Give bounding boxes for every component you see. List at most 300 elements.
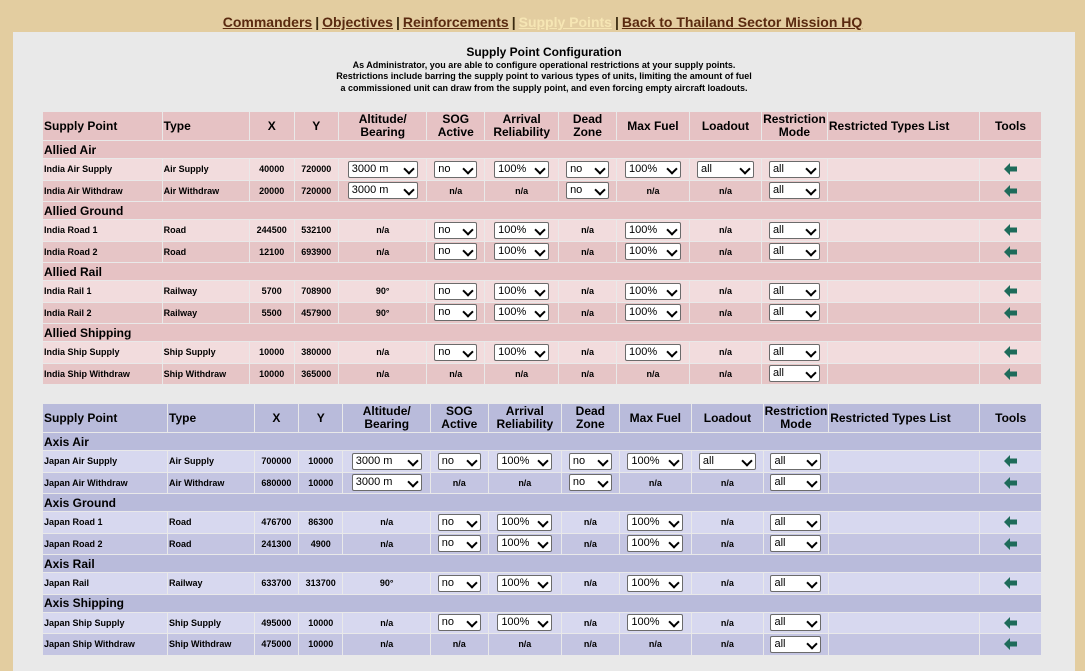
chevron-down-icon bbox=[669, 577, 680, 588]
arrival-select-text: n/a bbox=[518, 477, 532, 488]
sog-select-value: no bbox=[438, 284, 451, 297]
sog-select[interactable] bbox=[438, 453, 481, 470]
restriction-mode-select-value: all bbox=[774, 616, 786, 629]
loadout-select-text: n/a bbox=[720, 477, 734, 488]
y-value: 457900 bbox=[301, 307, 332, 318]
chevron-down-icon bbox=[807, 638, 818, 649]
supply-point-name: India Rail 2 bbox=[44, 307, 92, 318]
max-fuel-select[interactable] bbox=[627, 535, 683, 552]
altitude-select-value: 3000 m bbox=[351, 184, 389, 197]
table-row bbox=[43, 512, 1041, 533]
restriction-mode-select-value: all bbox=[772, 184, 784, 197]
max-fuel-select-value: 100% bbox=[631, 537, 660, 550]
loadout-select-value: all bbox=[700, 162, 712, 175]
loadout-select-text: n/a bbox=[720, 517, 734, 528]
sog-select-value: no bbox=[438, 306, 451, 319]
supply-point-type: Road bbox=[169, 538, 192, 549]
max-fuel-select-value: 100% bbox=[628, 284, 658, 297]
sog-select-text: n/a bbox=[452, 639, 466, 650]
supply-point-name: India Ship Supply bbox=[44, 347, 120, 358]
altitude-select-text: 90° bbox=[375, 286, 390, 297]
chevron-down-icon bbox=[403, 185, 414, 196]
altitude-select-text: n/a bbox=[376, 246, 390, 257]
altitude-select[interactable] bbox=[348, 161, 418, 178]
table-row bbox=[43, 364, 1041, 385]
chevron-down-icon bbox=[594, 185, 605, 196]
max-fuel-select-text: n/a bbox=[646, 368, 660, 379]
chevron-down-icon bbox=[463, 346, 474, 357]
dead-zone-select-text: n/a bbox=[583, 578, 597, 589]
max-fuel-select[interactable] bbox=[625, 243, 681, 260]
supply-point-type: Air Supply bbox=[169, 456, 215, 467]
header-row bbox=[43, 404, 1041, 432]
sog-select-text: n/a bbox=[449, 368, 463, 379]
max-fuel-select-value: 100% bbox=[628, 306, 658, 319]
x-value: 495000 bbox=[261, 617, 292, 628]
supply-point-name: Japan Road 1 bbox=[44, 517, 103, 528]
chevron-down-icon bbox=[666, 224, 677, 235]
column-header-max-fuel: Max Fuel bbox=[620, 404, 692, 432]
chevron-down-icon bbox=[538, 577, 549, 588]
restriction-mode-select[interactable] bbox=[769, 283, 820, 300]
supply-point-name: India Ship Withdraw bbox=[44, 368, 130, 379]
arrow-left-icon[interactable] bbox=[1004, 516, 1018, 528]
intro-line: As Administrator, you are able to configure operational restrictions at your supply points. bbox=[352, 60, 736, 70]
sog-select[interactable] bbox=[434, 161, 477, 178]
sog-select[interactable] bbox=[434, 222, 477, 239]
loadout-select-text: n/a bbox=[718, 225, 732, 236]
max-fuel-select[interactable] bbox=[625, 304, 681, 321]
x-value: 475000 bbox=[261, 639, 292, 650]
arrival-select-value: 100% bbox=[498, 284, 527, 297]
chevron-down-icon bbox=[805, 368, 816, 379]
dead-zone-select[interactable] bbox=[566, 182, 609, 199]
arrival-select[interactable] bbox=[497, 575, 552, 592]
chevron-down-icon bbox=[805, 246, 816, 257]
max-fuel-select-value: 100% bbox=[631, 515, 660, 528]
chevron-down-icon bbox=[538, 617, 549, 628]
chevron-down-icon bbox=[597, 477, 608, 488]
x-value: 5700 bbox=[261, 286, 282, 297]
max-fuel-select[interactable] bbox=[627, 575, 683, 592]
table-row bbox=[43, 573, 1041, 594]
restriction-mode-select-value: all bbox=[774, 576, 786, 589]
page-title: Supply Point Configuration bbox=[466, 45, 622, 59]
nav-supply-points-link[interactable]: Supply Points bbox=[518, 14, 612, 30]
nav-reinforcements-link[interactable]: Reinforcements bbox=[402, 14, 509, 30]
restriction-mode-select[interactable] bbox=[770, 535, 821, 552]
altitude-select-text: n/a bbox=[376, 368, 390, 379]
restriction-mode-select-value: all bbox=[774, 515, 786, 528]
column-header-altitude: Altitude/ Bearing bbox=[343, 404, 430, 432]
chevron-down-icon bbox=[666, 346, 677, 357]
chevron-down-icon bbox=[534, 246, 545, 257]
dead-zone-select[interactable] bbox=[566, 161, 609, 178]
arrival-select-value: 100% bbox=[501, 576, 530, 589]
supply-point-name: Japan Road 2 bbox=[44, 538, 103, 549]
dead-zone-select-value: no bbox=[572, 454, 586, 467]
chevron-down-icon bbox=[807, 516, 818, 527]
chevron-down-icon bbox=[466, 577, 477, 588]
loadout-select[interactable] bbox=[697, 161, 754, 178]
allied-supply-table bbox=[42, 111, 1042, 385]
chevron-down-icon bbox=[466, 617, 477, 628]
restriction-mode-select-value: all bbox=[774, 637, 786, 650]
restriction-mode-select[interactable] bbox=[770, 514, 821, 531]
column-header-sog: SOG Active bbox=[427, 112, 484, 140]
restriction-mode-select-value: all bbox=[772, 345, 784, 358]
arrival-select[interactable] bbox=[494, 283, 549, 300]
dead-zone-select-text: n/a bbox=[583, 538, 597, 549]
altitude-select-text: n/a bbox=[380, 617, 394, 628]
altitude-select[interactable] bbox=[352, 453, 422, 470]
chevron-down-icon bbox=[669, 538, 680, 549]
column-header-x: X bbox=[255, 404, 298, 432]
supply-point-name: Japan Ship Supply bbox=[44, 617, 125, 628]
top-nav bbox=[0, 14, 1085, 30]
restriction-mode-select[interactable] bbox=[770, 453, 821, 470]
sog-select-text: n/a bbox=[449, 185, 463, 196]
x-value: 680000 bbox=[261, 477, 292, 488]
max-fuel-select[interactable] bbox=[625, 222, 681, 239]
column-header-loadout: Loadout bbox=[692, 404, 763, 432]
chevron-down-icon bbox=[807, 617, 818, 628]
altitude-select[interactable] bbox=[352, 474, 422, 491]
column-header-restricted-types: Restricted Types List bbox=[829, 404, 979, 432]
column-header-max-fuel: Max Fuel bbox=[617, 112, 689, 140]
dead-zone-select-value: no bbox=[570, 162, 583, 175]
arrow-left-icon[interactable] bbox=[1004, 477, 1018, 489]
y-value: 10000 bbox=[308, 617, 334, 628]
altitude-select-text: n/a bbox=[376, 347, 390, 358]
chevron-down-icon bbox=[534, 163, 545, 174]
table-row bbox=[43, 613, 1041, 634]
y-value: 365000 bbox=[301, 368, 332, 379]
arrow-left-icon[interactable] bbox=[1004, 368, 1018, 380]
dead-zone-select[interactable] bbox=[569, 474, 612, 491]
chevron-down-icon bbox=[534, 224, 545, 235]
supply-point-type: Road bbox=[163, 225, 187, 236]
restriction-mode-select[interactable] bbox=[770, 614, 821, 631]
max-fuel-select[interactable] bbox=[627, 614, 683, 631]
chevron-down-icon bbox=[538, 538, 549, 549]
column-header-y: Y bbox=[295, 112, 339, 140]
group-title: Allied Ground bbox=[43, 202, 1041, 219]
sog-select[interactable] bbox=[434, 344, 477, 361]
column-header-x: X bbox=[250, 112, 294, 140]
sog-select[interactable] bbox=[438, 614, 481, 631]
chevron-down-icon bbox=[407, 455, 418, 466]
x-value: 40000 bbox=[259, 164, 285, 175]
restriction-mode-select[interactable] bbox=[769, 344, 820, 361]
nav-commanders-link[interactable]: Commanders bbox=[222, 14, 313, 30]
arrow-left-icon[interactable] bbox=[1004, 246, 1018, 258]
max-fuel-select[interactable] bbox=[625, 283, 681, 300]
chevron-down-icon bbox=[805, 307, 816, 318]
chevron-down-icon bbox=[534, 307, 545, 318]
group-title: Allied Air bbox=[43, 141, 1041, 158]
chevron-down-icon bbox=[463, 224, 474, 235]
altitude-select-value: 3000 m bbox=[355, 476, 393, 489]
chevron-down-icon bbox=[807, 477, 818, 488]
arrival-select[interactable] bbox=[497, 614, 552, 631]
restriction-mode-select[interactable] bbox=[770, 636, 821, 653]
supply-point-type: Air Supply bbox=[163, 164, 209, 175]
restriction-mode-select[interactable] bbox=[769, 243, 820, 260]
y-value: 693900 bbox=[301, 246, 332, 257]
chevron-down-icon bbox=[463, 307, 474, 318]
max-fuel-select-value: 100% bbox=[628, 162, 658, 175]
group-row bbox=[43, 324, 1041, 341]
sog-select-value: no bbox=[438, 245, 451, 258]
y-value: 532100 bbox=[301, 225, 332, 236]
max-fuel-select-text: n/a bbox=[648, 477, 662, 488]
arrow-left-icon[interactable] bbox=[1004, 617, 1018, 629]
chevron-down-icon bbox=[805, 224, 816, 235]
chevron-down-icon bbox=[466, 538, 477, 549]
supply-point-type: Air Withdraw bbox=[163, 185, 220, 196]
arrow-left-icon[interactable] bbox=[1004, 307, 1018, 319]
supply-point-name: Japan Rail bbox=[44, 578, 90, 589]
altitude-select-value: 3000 m bbox=[355, 454, 393, 467]
chevron-down-icon bbox=[666, 163, 677, 174]
max-fuel-select-value: 100% bbox=[628, 223, 658, 236]
restriction-mode-select-value: all bbox=[772, 223, 784, 236]
dead-zone-select-text: n/a bbox=[581, 307, 595, 318]
group-row bbox=[43, 202, 1041, 219]
arrow-left-icon[interactable] bbox=[1004, 346, 1018, 358]
max-fuel-select[interactable] bbox=[625, 344, 681, 361]
dead-zone-select-text: n/a bbox=[581, 368, 595, 379]
arrival-select[interactable] bbox=[494, 243, 549, 260]
table-row bbox=[43, 242, 1041, 263]
column-header-restricted-types: Restricted Types List bbox=[828, 112, 979, 140]
restriction-mode-select[interactable] bbox=[770, 474, 821, 491]
chevron-down-icon bbox=[666, 285, 677, 296]
chevron-down-icon bbox=[739, 163, 750, 174]
column-header-dead-zone: Dead Zone bbox=[562, 404, 618, 432]
chevron-down-icon bbox=[466, 516, 477, 527]
group-title: Allied Rail bbox=[43, 263, 1041, 280]
sog-select[interactable] bbox=[434, 304, 477, 321]
sog-select[interactable] bbox=[434, 283, 477, 300]
sog-select[interactable] bbox=[434, 243, 477, 260]
arrow-left-icon[interactable] bbox=[1004, 285, 1018, 297]
restriction-mode-select[interactable] bbox=[769, 365, 820, 382]
arrow-left-icon[interactable] bbox=[1004, 455, 1018, 467]
table-row bbox=[43, 159, 1041, 180]
arrival-select[interactable] bbox=[494, 304, 549, 321]
group-row bbox=[43, 595, 1041, 612]
y-value: 86300 bbox=[308, 517, 334, 528]
nav-separator: | bbox=[614, 14, 619, 30]
arrival-select-value: 100% bbox=[498, 162, 527, 175]
y-value: 10000 bbox=[308, 477, 334, 488]
arrow-left-icon[interactable] bbox=[1004, 224, 1018, 236]
max-fuel-select[interactable] bbox=[627, 453, 683, 470]
supply-point-name: Japan Air Supply bbox=[44, 456, 118, 467]
column-header-tools: Tools bbox=[980, 112, 1041, 140]
column-header-arrival: Arrival Reliability bbox=[489, 404, 562, 432]
arrival-select-value: 100% bbox=[498, 306, 527, 319]
max-fuel-select[interactable] bbox=[627, 514, 683, 531]
supply-point-type: Ship Withdraw bbox=[169, 639, 232, 650]
supply-point-name: India Rail 1 bbox=[44, 286, 92, 297]
loadout-select-text: n/a bbox=[718, 246, 732, 257]
arrival-select[interactable] bbox=[497, 535, 552, 552]
axis-supply-table bbox=[42, 403, 1042, 656]
loadout-select-text: n/a bbox=[718, 347, 732, 358]
x-value: 10000 bbox=[259, 347, 285, 358]
restriction-mode-select[interactable] bbox=[769, 222, 820, 239]
x-value: 700000 bbox=[261, 456, 292, 467]
altitude-select-text: n/a bbox=[380, 517, 394, 528]
dead-zone-select-text: n/a bbox=[581, 286, 595, 297]
column-header-tools: Tools bbox=[980, 404, 1041, 432]
loadout-select-text: n/a bbox=[718, 307, 732, 318]
nav-mission-hq-link[interactable]: Back to Thailand Sector Mission HQ bbox=[621, 14, 863, 30]
loadout-select-text: n/a bbox=[718, 368, 732, 379]
supply-point-type: Railway bbox=[169, 578, 203, 589]
arrival-select-value: 100% bbox=[498, 245, 527, 258]
intro-line: a commissioned unit can draw from the supply point, and even forcing empty aircraft loadouts. bbox=[340, 82, 748, 93]
restriction-mode-select-value: all bbox=[774, 537, 786, 550]
arrival-select[interactable] bbox=[497, 453, 552, 470]
chevron-down-icon bbox=[669, 455, 680, 466]
sog-select-value: no bbox=[441, 537, 455, 550]
restriction-mode-select[interactable] bbox=[769, 161, 820, 178]
arrival-select[interactable] bbox=[497, 514, 552, 531]
column-header-y: Y bbox=[299, 404, 342, 432]
arrow-left-icon[interactable] bbox=[1004, 163, 1018, 175]
chevron-down-icon bbox=[807, 538, 818, 549]
restriction-mode-select-value: all bbox=[772, 245, 784, 258]
loadout-select[interactable] bbox=[699, 453, 756, 470]
column-header-type: Type bbox=[163, 112, 249, 140]
restriction-mode-select[interactable] bbox=[769, 304, 820, 321]
restriction-mode-select-value: all bbox=[772, 306, 784, 319]
sog-select[interactable] bbox=[438, 514, 481, 531]
chevron-down-icon bbox=[463, 163, 474, 174]
group-title: Axis Shipping bbox=[43, 595, 1041, 612]
table-row bbox=[43, 281, 1041, 302]
column-header-supply-point: Supply Point bbox=[43, 112, 162, 140]
max-fuel-select-value: 100% bbox=[628, 245, 658, 258]
restriction-mode-select[interactable] bbox=[770, 575, 821, 592]
arrival-select-value: 100% bbox=[501, 537, 530, 550]
arrival-select[interactable] bbox=[494, 222, 549, 239]
chevron-down-icon bbox=[534, 285, 545, 296]
altitude-select[interactable] bbox=[348, 182, 418, 199]
arrow-left-icon[interactable] bbox=[1004, 577, 1018, 589]
arrival-select-value: 100% bbox=[501, 616, 530, 629]
column-header-type: Type bbox=[168, 404, 254, 432]
group-row bbox=[43, 494, 1041, 511]
supply-point-type: Railway bbox=[163, 286, 198, 297]
arrival-select-text: n/a bbox=[518, 639, 532, 650]
y-value: 380000 bbox=[301, 347, 332, 358]
arrow-left-icon[interactable] bbox=[1004, 185, 1018, 197]
arrival-select-value: 100% bbox=[501, 515, 530, 528]
chevron-down-icon bbox=[669, 617, 680, 628]
altitude-select-value: 3000 m bbox=[351, 162, 389, 175]
max-fuel-select[interactable] bbox=[625, 161, 681, 178]
column-header-restriction-mode: Restriction Mode bbox=[764, 404, 828, 431]
restriction-mode-select[interactable] bbox=[769, 182, 820, 199]
nav-objectives-link[interactable]: Objectives bbox=[322, 14, 393, 30]
arrival-select-text: n/a bbox=[515, 185, 529, 196]
supply-point-type: Air Withdraw bbox=[169, 477, 225, 488]
x-value: 241300 bbox=[261, 538, 292, 549]
arrow-left-icon[interactable] bbox=[1004, 538, 1018, 550]
chevron-down-icon bbox=[805, 185, 816, 196]
chevron-down-icon bbox=[538, 516, 549, 527]
chevron-down-icon bbox=[741, 455, 752, 466]
altitude-select-text: 90° bbox=[379, 578, 394, 589]
sog-select-value: no bbox=[441, 576, 455, 589]
chevron-down-icon bbox=[534, 346, 545, 357]
x-value: 12100 bbox=[259, 246, 285, 257]
dead-zone-select-value: no bbox=[570, 184, 583, 197]
arrival-select[interactable] bbox=[494, 161, 549, 178]
altitude-select-text: n/a bbox=[376, 225, 390, 236]
max-fuel-select-value: 100% bbox=[631, 454, 660, 467]
sog-select[interactable] bbox=[438, 535, 481, 552]
altitude-select-text: 90° bbox=[375, 307, 390, 318]
y-value: 10000 bbox=[308, 639, 334, 650]
chevron-down-icon bbox=[666, 246, 677, 257]
y-value: 708900 bbox=[301, 286, 332, 297]
dead-zone-select-text: n/a bbox=[581, 246, 595, 257]
column-header-restriction-mode: Restriction Mode bbox=[763, 112, 826, 139]
sog-select-value: no bbox=[438, 162, 451, 175]
sog-select-value: no bbox=[438, 223, 451, 236]
restriction-mode-select-value: all bbox=[774, 476, 786, 489]
group-row bbox=[43, 555, 1041, 572]
column-header-loadout: Loadout bbox=[690, 112, 761, 140]
x-value: 244500 bbox=[256, 225, 287, 236]
group-title: Axis Ground bbox=[43, 494, 1041, 511]
restriction-mode-select-value: all bbox=[772, 284, 784, 297]
altitude-select-text: n/a bbox=[380, 639, 394, 650]
table-row bbox=[43, 534, 1041, 555]
table-row bbox=[43, 451, 1041, 472]
chevron-down-icon bbox=[594, 163, 605, 174]
column-header-supply-point: Supply Point bbox=[43, 404, 167, 432]
x-value: 20000 bbox=[259, 185, 285, 196]
dead-zone-select-text: n/a bbox=[583, 617, 597, 628]
chevron-down-icon bbox=[807, 577, 818, 588]
arrow-left-icon[interactable] bbox=[1004, 638, 1018, 650]
dead-zone-select[interactable] bbox=[569, 453, 612, 470]
arrival-select-value: 100% bbox=[498, 345, 527, 358]
chevron-down-icon bbox=[807, 455, 818, 466]
y-value: 4900 bbox=[310, 538, 331, 549]
sog-select-value: no bbox=[441, 616, 455, 629]
chevron-down-icon bbox=[403, 163, 414, 174]
column-header-arrival: Arrival Reliability bbox=[485, 112, 558, 140]
sog-select-value: no bbox=[438, 345, 451, 358]
sog-select[interactable] bbox=[438, 575, 481, 592]
x-value: 633700 bbox=[261, 578, 292, 589]
header-row bbox=[43, 112, 1041, 140]
max-fuel-select-value: 100% bbox=[631, 576, 660, 589]
chevron-down-icon bbox=[805, 285, 816, 296]
arrival-select[interactable] bbox=[494, 344, 549, 361]
max-fuel-select-text: n/a bbox=[646, 185, 660, 196]
dead-zone-select-value: no bbox=[572, 476, 586, 489]
table-row bbox=[43, 473, 1041, 494]
